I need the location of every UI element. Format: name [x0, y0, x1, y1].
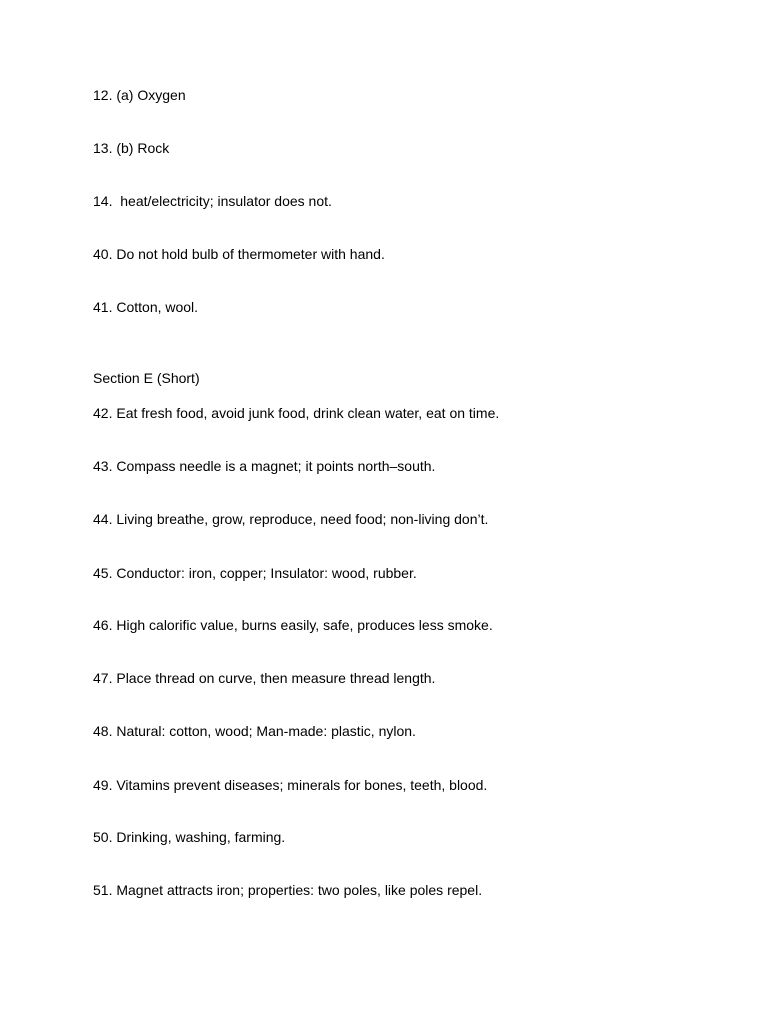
answer-line: 12. (a) Oxygen: [93, 87, 186, 103]
answer-line: 45. Conductor: iron, copper; Insulator: wood, rubber.: [93, 565, 417, 581]
answer-line: 41. Cotton, wool.: [93, 299, 199, 315]
answer-line: 47. Place thread on curve, then measure thread length.: [93, 670, 436, 686]
answer-line: 43. Compass needle is a magnet; it points north–south.: [93, 458, 436, 474]
answer-line: 48. Natural: cotton, wood; Man-made: plastic, nylon.: [93, 723, 416, 739]
answer-line: 49. Vitamins prevent diseases; minerals for bones, teeth, blood.: [93, 777, 488, 793]
answer-line: 40. Do not hold bulb of thermometer with hand.: [93, 246, 385, 262]
answer-line: 46. High calorific value, burns easily, safe, produces less smoke.: [93, 617, 493, 633]
answer-line: 51. Magnet attracts iron; properties: two poles, like poles repel.: [93, 882, 483, 898]
answer-line: 13. (b) Rock: [93, 140, 170, 156]
answer-line: 42. Eat fresh food, avoid junk food, drink clean water, eat on time.: [93, 405, 500, 421]
answer-line: 50. Drinking, washing, farming.: [93, 829, 286, 845]
answer-line: 14. heat/electricity; insulator does not.: [93, 193, 332, 209]
answer-line: 44. Living breathe, grow, reproduce, need food; non-living don’t.: [93, 511, 489, 527]
section-heading: Section E (Short): [93, 370, 200, 386]
